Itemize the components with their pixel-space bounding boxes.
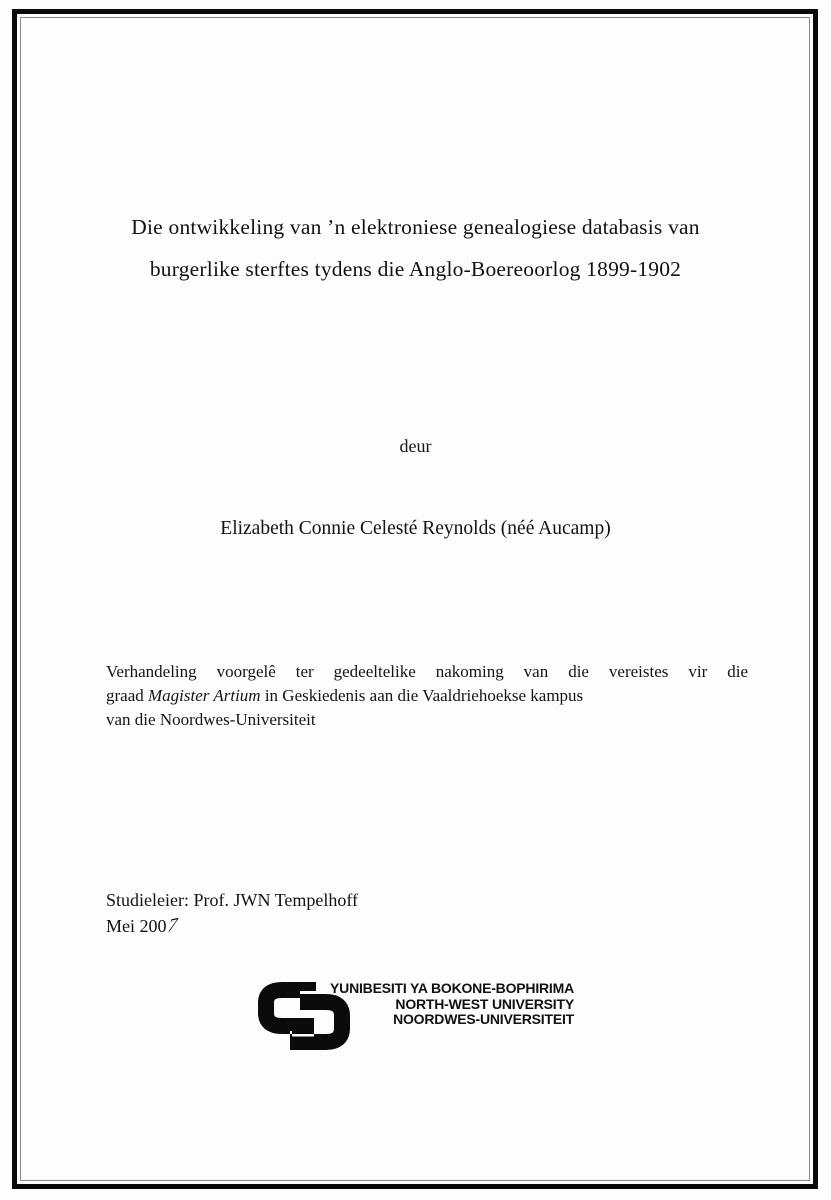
submission-line-2 [106, 684, 748, 708]
submission-statement [106, 660, 748, 732]
title-line-2: burgerlike sterftes tydens die Anglo-Boereoorlog 1899-1902 [149, 257, 682, 281]
submission-line-2-prefix: graad [106, 686, 149, 705]
title-line-1: Die ontwikkeling van ’n elektroniese genealogiese databasis van [131, 215, 700, 239]
supervisor-block [106, 887, 358, 939]
submission-line-3: van die Noordwes-Universiteit [106, 710, 316, 729]
university-logo [256, 974, 576, 1054]
date-last-digit: 7 [164, 913, 181, 937]
logo-line-afrikaans: NOORDWES-UNIVERSITEIT [393, 1011, 574, 1027]
date-prefix: Mei 200 [106, 916, 167, 936]
thesis-title [60, 206, 771, 290]
submission-line-2-suffix: in Geskiedenis aan die Vaaldriehoekse kampus [260, 686, 584, 705]
university-logo-text [318, 981, 574, 1028]
author-name: Elizabeth Connie Celesté Reynolds (néé Aucamp) [220, 518, 611, 539]
date-line [106, 913, 358, 939]
byline-deur: deur [399, 436, 432, 456]
supervisor-line: Studieleier: Prof. JWN Tempelhoff [106, 890, 359, 910]
logo-line-setswana: YUNIBESITI YA BOKONE-BOPHIRIMA [330, 980, 574, 996]
submission-line-1: Verhandeling voorgelê ter gedeeltelike nakoming van die vereistes vir die [106, 662, 748, 681]
degree-name: Magister Artium [148, 686, 261, 705]
logo-line-english: NORTH-WEST UNIVERSITY [395, 995, 574, 1012]
